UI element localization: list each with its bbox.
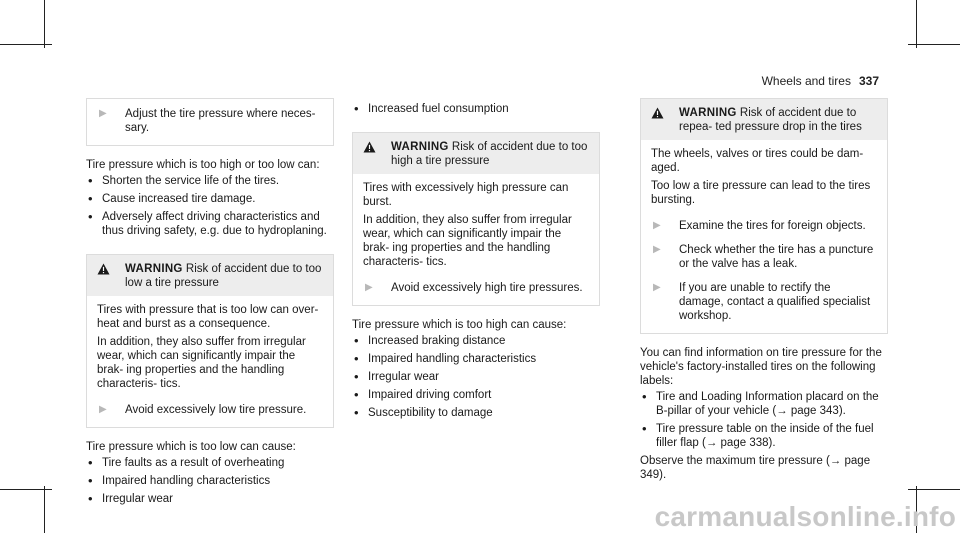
paragraph: Observe the maximum tire pressure (→ page 349).	[640, 455, 871, 481]
step-text: Adjust the tire pressure where neces- sary.	[125, 108, 316, 134]
warning-label: WARNING	[391, 141, 449, 153]
list-item: • Susceptibility to damage	[352, 406, 600, 420]
list-item: • Impaired handling characteristics	[352, 352, 600, 366]
warning-title: Risk of accident due to repea- ted pressure drop in the tires	[679, 107, 862, 133]
paragraph: Tire pressure which is too high can cause:	[352, 319, 567, 331]
bullet-list	[352, 334, 600, 420]
warning-box	[640, 98, 888, 334]
step-text: Examine the tires for foreign objects.	[679, 220, 866, 232]
column-3	[640, 98, 888, 482]
step-text: Avoid excessively high tire pressures.	[391, 282, 583, 294]
warning-label: WARNING	[679, 107, 737, 119]
page-number: 337	[858, 74, 879, 88]
bullet-list	[86, 174, 334, 238]
watermark: carmanualsonline.info	[654, 501, 956, 532]
list-item: • Shorten the service life of the tires.	[86, 174, 334, 188]
paragraph: You can find information on tire pressure for the vehicle's factory-installed tires on the following labels:	[640, 347, 882, 387]
list-item: • Tire and Loading Information placard on the B-pillar of your vehicle (→ page 343).	[640, 390, 888, 418]
list-item: • Impaired driving comfort	[352, 388, 600, 402]
list-item: • Adversely affect driving characteristics and thus driving safety, e.g. due to hydroplaning.	[86, 210, 334, 238]
bullet-list	[640, 390, 888, 450]
play-arrow-icon: ▶	[653, 244, 661, 255]
list-item: • Increased braking distance	[352, 334, 600, 348]
paragraph: The wheels, valves or tires could be dam- aged.	[651, 148, 864, 174]
warning-header	[87, 255, 333, 296]
column-2	[352, 98, 600, 424]
list-item: • Increased fuel consumption	[352, 102, 600, 116]
warning-triangle-icon	[363, 140, 391, 168]
list-item: • Impaired handling characteristics	[86, 474, 334, 488]
list-item: • Irregular wear	[86, 492, 334, 506]
warning-box	[86, 254, 334, 428]
step-item	[651, 243, 877, 271]
step-item	[97, 403, 323, 417]
paragraph: Tire pressure which is too high or too low can:	[86, 159, 320, 171]
warning-body	[87, 296, 333, 427]
paragraph: Tires with pressure that is too low can over- heat and burst as a consequence.	[97, 304, 319, 330]
warning-triangle-icon	[651, 106, 679, 134]
step-text: Check whether the tire has a puncture or the valve has a leak.	[679, 244, 874, 270]
step-item	[651, 281, 877, 323]
warning-header	[353, 133, 599, 174]
page-header	[762, 74, 879, 88]
warning-triangle-icon	[97, 262, 125, 290]
step-item	[651, 219, 877, 233]
play-arrow-icon: ▶	[99, 404, 107, 415]
play-arrow-icon: ▶	[653, 220, 661, 231]
list-item: • Tire pressure table on the inside of the fuel filler flap (→ page 338).	[640, 422, 888, 450]
step-item	[97, 107, 323, 135]
play-arrow-icon: ▶	[365, 282, 373, 293]
step-text: If you are unable to rectify the damage, contact a qualified specialist workshop.	[679, 282, 871, 322]
adjust-step-box	[86, 98, 334, 146]
warning-body	[641, 140, 887, 333]
warning-title: Risk of accident due to too low a tire pressure	[125, 263, 322, 289]
paragraph: Tire pressure which is too low can cause:	[86, 441, 296, 453]
play-arrow-icon: ▶	[653, 282, 661, 293]
paragraph: In addition, they also suffer from irregular wear, which can significantly impair the brak- ing properties and the handling characteris- tics.	[363, 214, 572, 268]
paragraph: Tires with excessively high pressure can burst.	[363, 182, 569, 208]
warning-body	[353, 174, 599, 305]
paragraph: Too low a tire pressure can lead to the tires bursting.	[651, 180, 871, 206]
paragraph: In addition, they also suffer from irregular wear, which can significantly impair the brak- ing properties and the handling characteris- tics.	[97, 336, 306, 390]
warning-label: WARNING	[125, 263, 183, 275]
bullet-list	[86, 456, 334, 506]
play-arrow-icon: ▶	[99, 108, 107, 119]
column-1	[86, 98, 334, 510]
warning-header	[641, 99, 887, 140]
list-item: • Irregular wear	[352, 370, 600, 384]
warning-title: Risk of accident due to too high a tire pressure	[391, 141, 588, 167]
step-text: Avoid excessively low tire pressure.	[125, 404, 307, 416]
section-title: Wheels and tires	[761, 74, 851, 88]
list-item: • Tire faults as a result of overheating	[86, 456, 334, 470]
warning-box	[352, 132, 600, 306]
bullet-list	[352, 102, 600, 116]
list-item: • Cause increased tire damage.	[86, 192, 334, 206]
step-item	[363, 281, 589, 295]
